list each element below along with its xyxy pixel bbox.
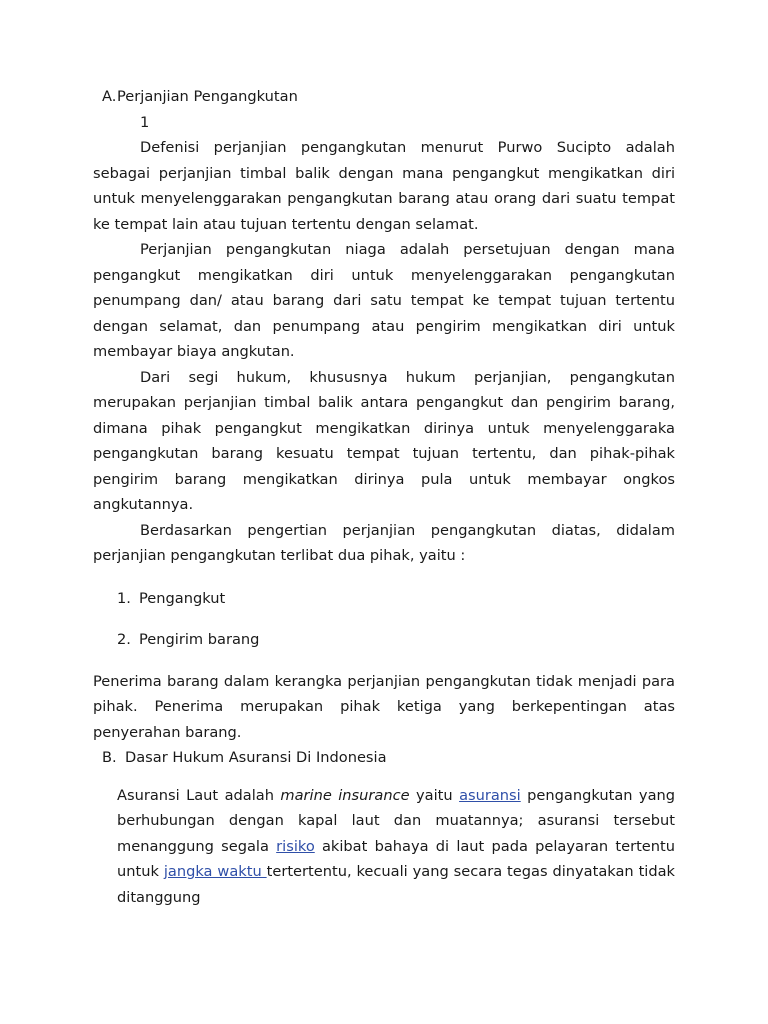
paragraph-legal-aspect: Dari segi hukum, khususnya hukum perjanjian, pengangkutan merupakan perjanjian timbal balik antara pengangkut dan pengirim barang, dimana pihak pengangkut mengikatkan dirinya untuk menyelenggaraka pengangkutan barang kesuatu tempat tujuan tertentu, dan pihak-pihak pengirim barang mengikatkan dirinya pula untuk membayar ongkos angkutannya. — [93, 368, 675, 513]
section-b-heading — [93, 745, 675, 771]
text-run: tertertentu, kecuali yang secara tegas dinyatakan tidak ditanggung — [117, 863, 676, 906]
paragraph-commercial-transport: Perjanjian pengangkutan niaga adalah persetujuan dengan mana pengangkut mengikatkan diri untuk menyelenggarakan pengangkutan penumpang dan/ atau barang dari satu tempat ke tempat tujuan tertentu dengan selamat, dan penumpang atau pengirim mengikatkan diri untuk membayar biaya angkutan. — [93, 241, 675, 360]
list-item-label: Pengirim barang — [139, 631, 260, 648]
paragraph-definition: Defenisi perjanjian pengangkutan menurut Purwo Sucipto adalah sebagai perjanjian timbal balik dengan mana pengangkut mengikatkan diri untuk menyelenggarakan pengangkutan barang atau orang dari suatu tempat ke tempat lain atau tujuan tertentu dengan selamat. — [93, 139, 675, 233]
section-b-marker: B. — [102, 749, 117, 766]
link-jangka-waktu[interactable]: jangka waktu — [163, 863, 267, 880]
paragraph-marine-insurance — [93, 783, 675, 911]
list-item — [93, 627, 675, 653]
text-run: yaitu — [409, 786, 460, 804]
text-run: akibat bahaya di laut pada pelayaran tertentu untuk — [117, 837, 675, 880]
list-item-number: 2. — [117, 631, 131, 648]
parties-list — [93, 586, 675, 653]
section-b-title: Dasar Hukum Asuransi Di Indonesia — [125, 749, 387, 766]
link-asuransi[interactable]: asuransi — [459, 786, 521, 804]
list-item-label: Pengangkut — [139, 589, 226, 607]
section-a-heading — [93, 84, 675, 110]
section-a-title: Perjanjian Pengangkutan — [117, 88, 298, 105]
document-page — [93, 84, 675, 910]
footnote-reference: 1 — [140, 113, 150, 131]
text-run: pengangkutan yang berhubungan dengan kapal laut dan muatannya; asuransi tersebut menanggung segala — [117, 786, 676, 855]
link-risiko[interactable]: risiko — [276, 837, 315, 855]
list-item-number: 1. — [117, 589, 131, 607]
italic-term-marine-insurance: marine insurance — [280, 786, 410, 804]
text-run: Asuransi Laut adalah — [117, 786, 281, 804]
section-a-marker: A. — [102, 88, 117, 105]
paragraph-receiver: Penerima barang dalam kerangka perjanjian pengangkutan tidak menjadi para pihak. Penerima merupakan pihak ketiga yang berkepentingan atas penyerahan barang. — [93, 672, 675, 741]
paragraph-parties-intro: Berdasarkan pengertian perjanjian pengangkutan diatas, didalam perjanjian pengangkutan terlibat dua pihak, yaitu : — [93, 521, 675, 564]
list-item — [93, 586, 675, 612]
